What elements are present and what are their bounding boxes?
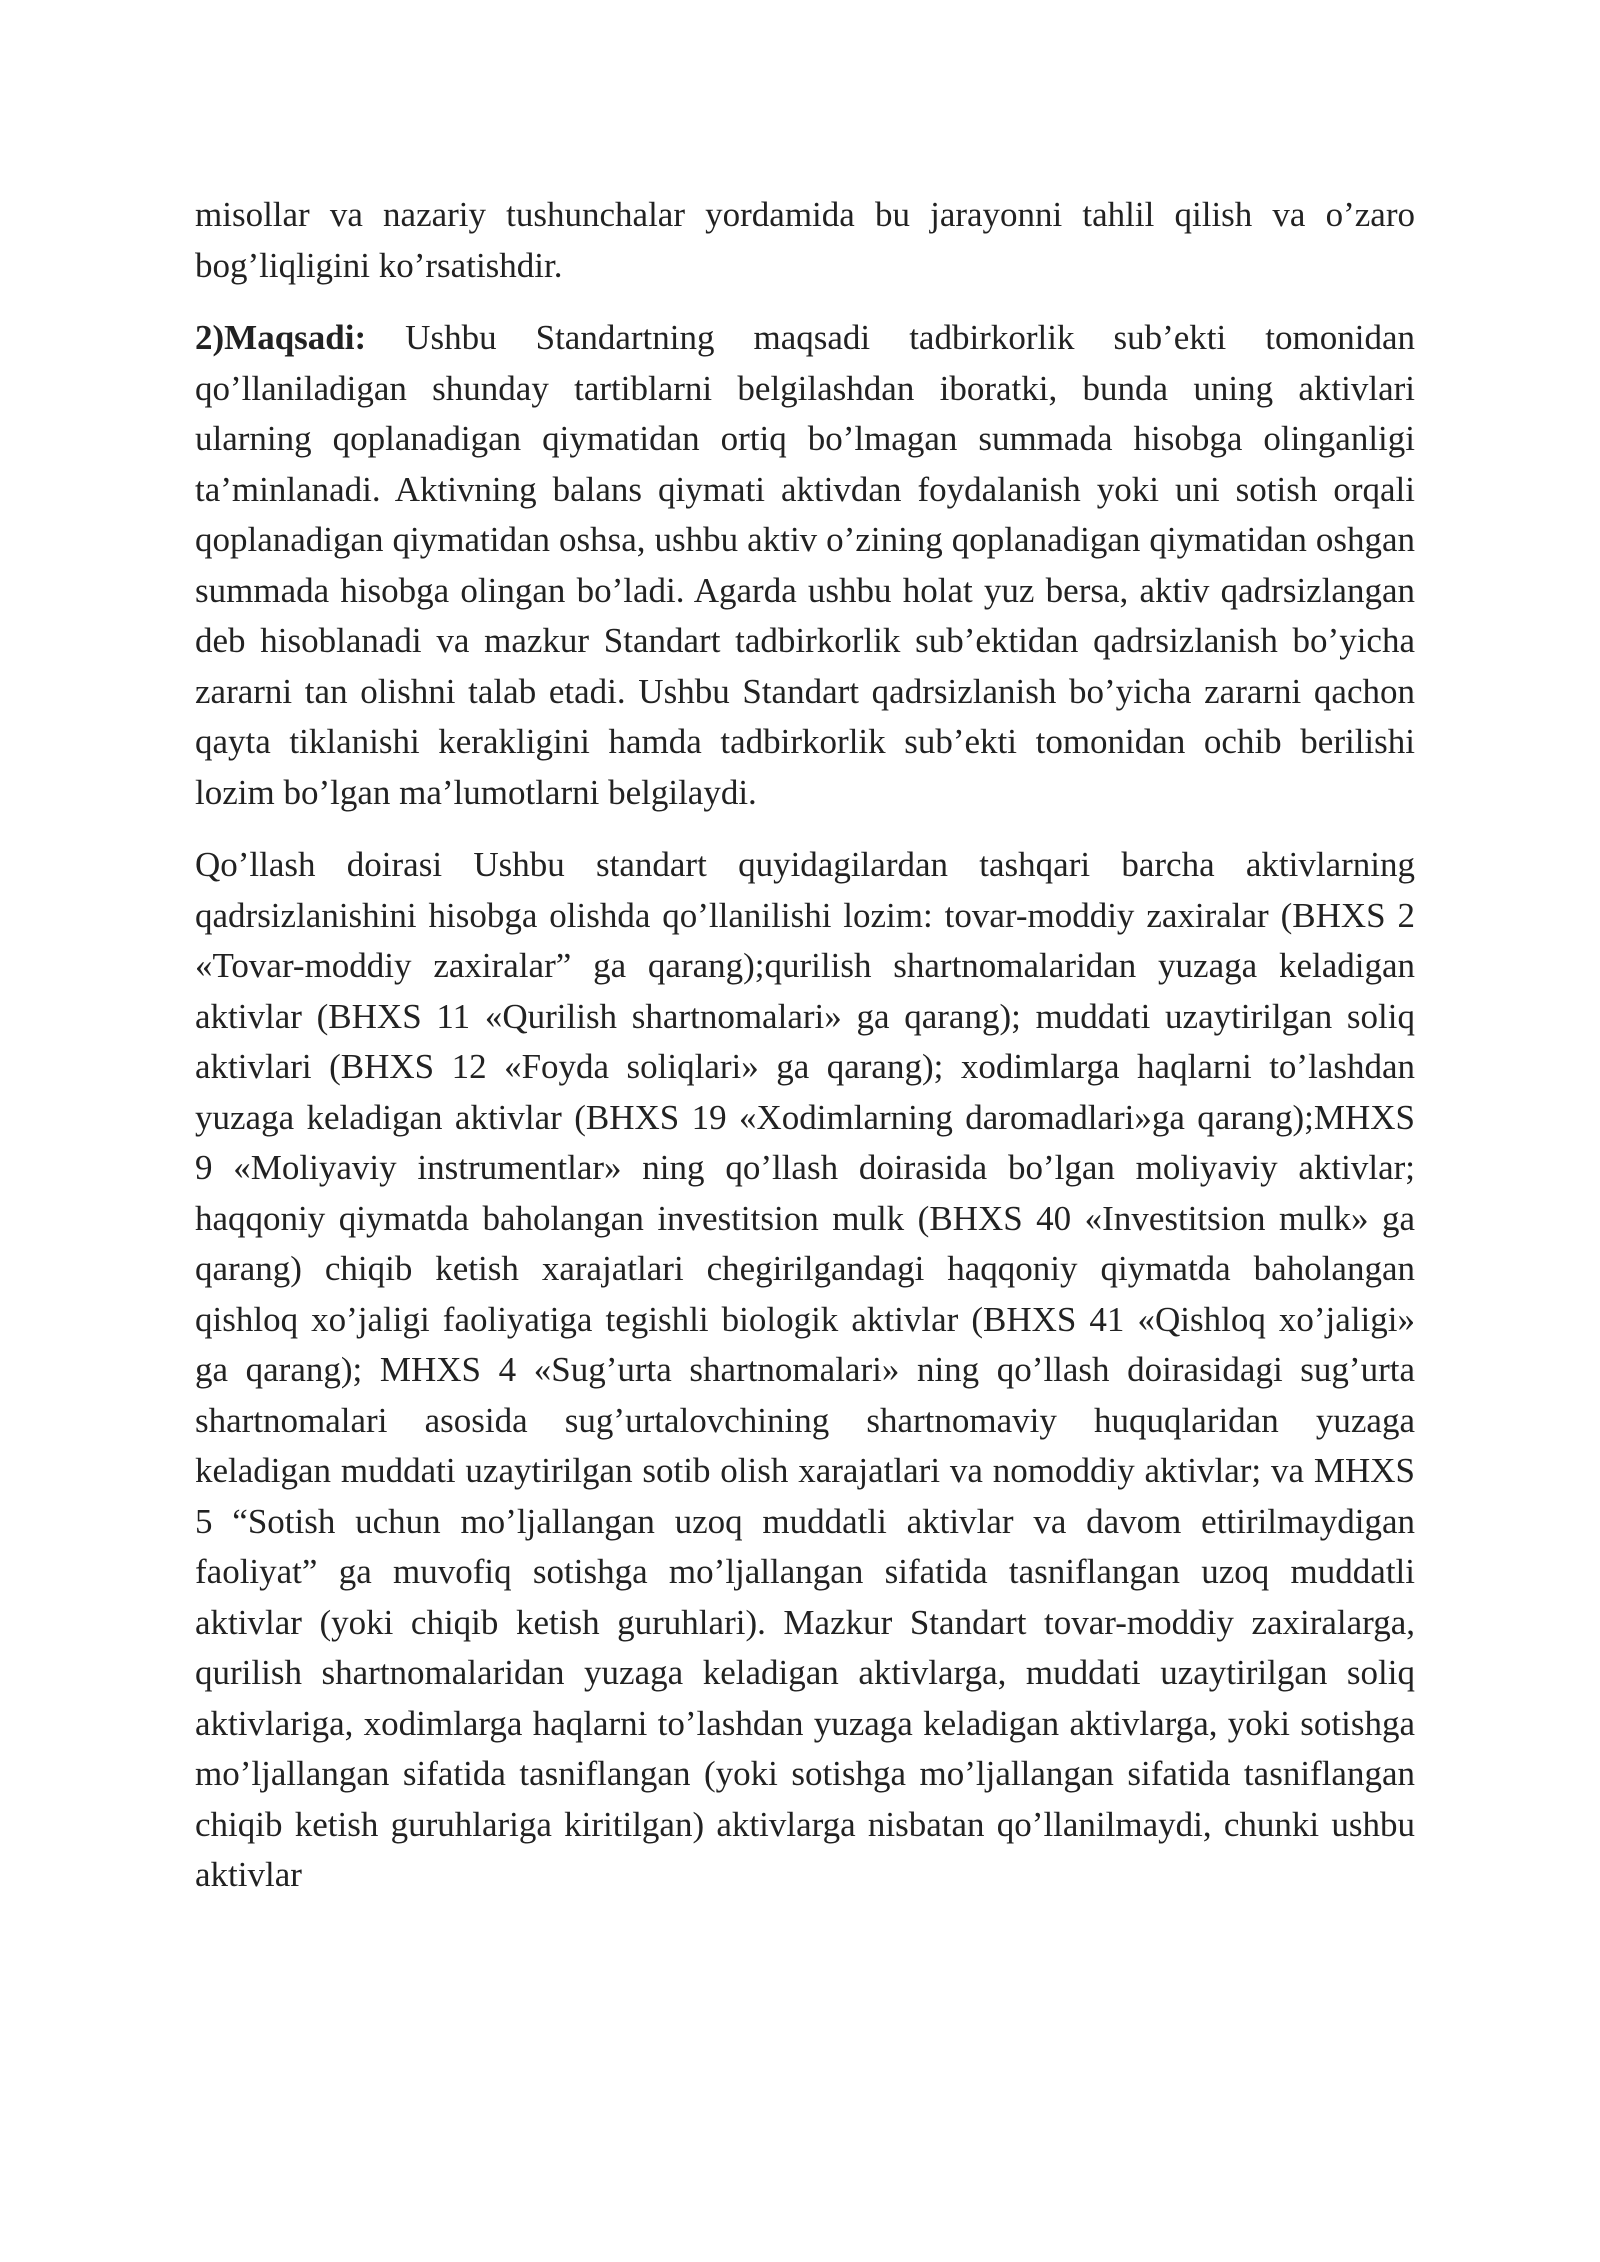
purpose-paragraph — [195, 313, 1415, 818]
intro-text: misollar va nazariy tushunchalar yordamida bu jarayonni tahlil qilish va o’zaro bog’liqligini ko’rsatishdir. — [195, 195, 1415, 285]
document-page — [195, 190, 1415, 1923]
scope-paragraph — [195, 840, 1415, 1901]
purpose-text: Ushbu Standartning maqsadi tadbirkorlik sub’ekti tomonidan qo’llaniladigan shunday tartiblarni belgilashdan iboratki, bunda uning aktivlari ularning qoplanadigan qiymatidan ortiq bo’lmagan summada hisobga olinganligi ta’minlanadi. Aktivning balans qiymati aktivdan foydalanish yoki uni sotish orqali qoplanadigan qiymatidan oshsa, ushbu aktiv o’zining qoplanadigan qiymatidan oshgan summada hisobga olingan bo’ladi. Agarda ushbu holat yuz bersa, aktiv qadrsizlangan deb hisoblanadi va mazkur Standart tadbirkorlik sub’ektidan qadrsizlanish bo’yicha zararni tan olishni talab etadi. Ushbu Standart qadrsizlanish bo’yicha zararni qachon qayta tiklanishi kerakligini hamda tadbirkorlik sub’ekti tomonidan ochib berilishi lozim bo’lgan ma’lumotlarni belgilaydi. — [195, 318, 1415, 812]
intro-paragraph — [195, 190, 1415, 291]
purpose-heading: 2)Maqsadi: — [195, 318, 367, 357]
scope-text: Qo’llash doirasi Ushbu standart quyidagilardan tashqari barcha aktivlarning qadrsizlanishini hisobga olishda qo’llanilishi lozim: tovar-moddiy zaxiralar (BHXS 2 «Tovar-moddiy zaxiralar” ga qarang);qurilish shartnomalaridan yuzaga keladigan aktivlar (BHXS 11 «Qurilish shartnomalari» ga qarang); muddati uzaytirilgan soliq aktivlari (BHXS 12 «Foyda soliqlari» ga qarang); xodimlarga haqlarni to’lashdan yuzaga keladigan aktivlar (BHXS 19 «Xodimlarning daromadlari»ga qarang);MHXS 9 «Moliyaviy instrumentlar» ning qo’llash doirasida bo’lgan moliyaviy aktivlar; haqqoniy qiymatda baholangan investitsion mulk (BHXS 40 «Investitsion mulk» ga qarang) chiqib ketish xarajatlari chegirilgandagi haqqoniy qiymatda baholangan qishloq xo’jaligi faoliyatiga tegishli biologik aktivlar (BHXS 41 «Qishloq xo’jaligi» ga qarang); MHXS 4 «Sug’urta shartnomalari» ning qo’llash doirasidagi sug’urta shartnomalari asosida sug’urtalovchining shartnomaviy huquqlaridan yuzaga keladigan muddati uzaytirilgan sotib olish xarajatlari va nomoddiy aktivlar; va MHXS 5 “Sotish uchun mo’ljallangan uzoq muddatli aktivlar va davom ettirilmaydigan faoliyat” ga muvofiq sotishga mo’ljallangan sifatida tasniflangan uzoq muddatli aktivlar (yoki chiqib ketish guruhlari). Mazkur Standart tovar-moddiy zaxiralarga, qurilish shartnomalaridan yuzaga keladigan aktivlarga, muddati uzaytirilgan soliq aktivlariga, xodimlarga haqlarni to’lashdan yuzaga keladigan aktivlarga, yoki sotishga mo’ljallangan sifatida tasniflangan (yoki sotishga mo’ljallangan sifatida tasniflangan chiqib ketish guruhlariga kiritilgan) aktivlarga nisbatan qo’llanilmaydi, chunki ushbu aktivlar — [195, 845, 1415, 1894]
